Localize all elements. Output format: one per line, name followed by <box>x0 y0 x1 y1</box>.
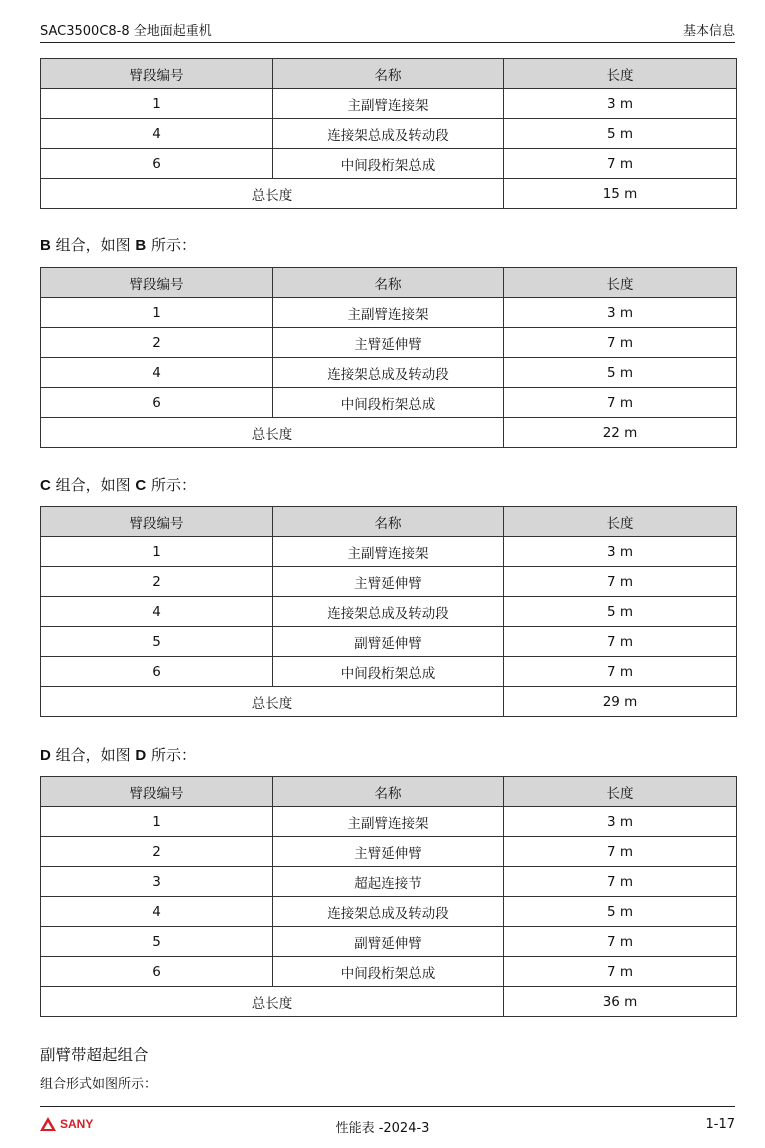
col-header-length: 长度 <box>504 268 737 298</box>
total-value: 15 m <box>504 179 737 209</box>
segment-no: 4 <box>41 897 273 927</box>
segment-no: 6 <box>41 388 273 418</box>
segment-name: 连接架总成及转动段 <box>273 897 504 927</box>
segment-length: 7 m <box>504 627 737 657</box>
table-row <box>41 627 737 657</box>
boom-table-c <box>40 506 737 717</box>
segment-length: 7 m <box>504 657 737 687</box>
segment-no: 4 <box>41 358 273 388</box>
table-header-row <box>41 777 737 807</box>
table-row <box>41 119 737 149</box>
segment-length: 7 m <box>504 149 737 179</box>
segment-name: 主臂延伸臂 <box>273 328 504 358</box>
col-header-segment-no: 臂段编号 <box>41 268 273 298</box>
segment-name: 主臂延伸臂 <box>273 567 504 597</box>
total-label: 总长度 <box>41 687 504 717</box>
segment-name: 连接架总成及转动段 <box>273 597 504 627</box>
segment-no: 6 <box>41 657 273 687</box>
col-header-length: 长度 <box>504 777 737 807</box>
segment-length: 7 m <box>504 837 737 867</box>
table-row <box>41 328 737 358</box>
segment-length: 5 m <box>504 597 737 627</box>
total-row <box>41 987 737 1017</box>
total-value: 22 m <box>504 418 737 448</box>
segment-no: 5 <box>41 627 273 657</box>
col-header-segment-no: 臂段编号 <box>41 777 273 807</box>
segment-length: 5 m <box>504 358 737 388</box>
section-c-label: C 组合，如图 C 所示： <box>40 476 197 494</box>
total-row <box>41 687 737 717</box>
boom-table-a <box>40 58 737 209</box>
total-label: 总长度 <box>41 418 504 448</box>
segment-name: 中间段桁架总成 <box>273 957 504 987</box>
segment-name: 主副臂连接架 <box>273 537 504 567</box>
segment-name: 超起连接节 <box>273 867 504 897</box>
table-row <box>41 597 737 627</box>
table-row <box>41 149 737 179</box>
segment-name: 副臂延伸臂 <box>273 927 504 957</box>
segment-no: 4 <box>41 597 273 627</box>
segment-no: 6 <box>41 957 273 987</box>
sub-note: 组合形式如图所示： <box>40 1077 158 1092</box>
segment-length: 3 m <box>504 89 737 119</box>
segment-no: 1 <box>41 537 273 567</box>
segment-no: 2 <box>41 328 273 358</box>
sub-heading: 副臂带超起组合 <box>40 1046 149 1064</box>
table-row <box>41 807 737 837</box>
table-header-row <box>41 268 737 298</box>
segment-no: 5 <box>41 927 273 957</box>
segment-length: 7 m <box>504 927 737 957</box>
table-row <box>41 897 737 927</box>
col-header-name: 名称 <box>273 59 504 89</box>
segment-no: 1 <box>41 298 273 328</box>
table-row <box>41 837 737 867</box>
segment-length: 3 m <box>504 298 737 328</box>
segment-name: 连接架总成及转动段 <box>273 358 504 388</box>
footer-center: 性能表 -2024-3 <box>335 1121 430 1136</box>
table-row <box>41 298 737 328</box>
page-header <box>40 16 735 43</box>
segment-no: 2 <box>41 837 273 867</box>
table-header-row <box>41 59 737 89</box>
table-header-row <box>41 507 737 537</box>
page-number: 1-17 <box>705 1117 735 1132</box>
segment-length: 5 m <box>504 119 737 149</box>
segment-no: 1 <box>41 807 273 837</box>
boom-table-d <box>40 776 737 1017</box>
col-header-name: 名称 <box>273 777 504 807</box>
table-row <box>41 358 737 388</box>
total-value: 36 m <box>504 987 737 1017</box>
document-title: SAC3500C8-8 全地面起重机 <box>40 24 212 39</box>
table-row <box>41 657 737 687</box>
segment-length: 7 m <box>504 567 737 597</box>
segment-name: 主副臂连接架 <box>273 807 504 837</box>
total-row <box>41 418 737 448</box>
table-row <box>41 957 737 987</box>
segment-length: 5 m <box>504 897 737 927</box>
boom-table-b <box>40 267 737 448</box>
segment-no: 2 <box>41 567 273 597</box>
col-header-length: 长度 <box>504 59 737 89</box>
table-row <box>41 89 737 119</box>
section-b-label: B 组合，如图 B 所示： <box>40 236 197 254</box>
segment-no: 3 <box>41 867 273 897</box>
table-row <box>41 567 737 597</box>
segment-length: 3 m <box>504 807 737 837</box>
segment-name: 中间段桁架总成 <box>273 149 504 179</box>
footer-divider <box>40 1106 735 1107</box>
table-row <box>41 537 737 567</box>
segment-no: 1 <box>41 89 273 119</box>
section-title: 基本信息 <box>682 24 735 39</box>
total-label: 总长度 <box>41 179 504 209</box>
segment-name: 副臂延伸臂 <box>273 627 504 657</box>
section-d-label: D 组合，如图 D 所示： <box>40 746 197 764</box>
segment-length: 7 m <box>504 957 737 987</box>
segment-length: 7 m <box>504 388 737 418</box>
segment-no: 4 <box>41 119 273 149</box>
segment-name: 主副臂连接架 <box>273 89 504 119</box>
table-row <box>41 388 737 418</box>
segment-no: 6 <box>41 149 273 179</box>
segment-name: 主副臂连接架 <box>273 298 504 328</box>
segment-name: 主臂延伸臂 <box>273 837 504 867</box>
segment-length: 3 m <box>504 537 737 567</box>
total-value: 29 m <box>504 687 737 717</box>
segment-name: 连接架总成及转动段 <box>273 119 504 149</box>
table-row <box>41 867 737 897</box>
segment-length: 7 m <box>504 867 737 897</box>
segment-name: 中间段桁架总成 <box>273 388 504 418</box>
total-row <box>41 179 737 209</box>
col-header-name: 名称 <box>273 268 504 298</box>
col-header-name: 名称 <box>273 507 504 537</box>
col-header-segment-no: 臂段编号 <box>41 59 273 89</box>
segment-name: 中间段桁架总成 <box>273 657 504 687</box>
col-header-segment-no: 臂段编号 <box>41 507 273 537</box>
total-label: 总长度 <box>41 987 504 1017</box>
logo-text: SANY <box>60 1117 94 1131</box>
col-header-length: 长度 <box>504 507 737 537</box>
segment-length: 7 m <box>504 328 737 358</box>
table-row <box>41 927 737 957</box>
